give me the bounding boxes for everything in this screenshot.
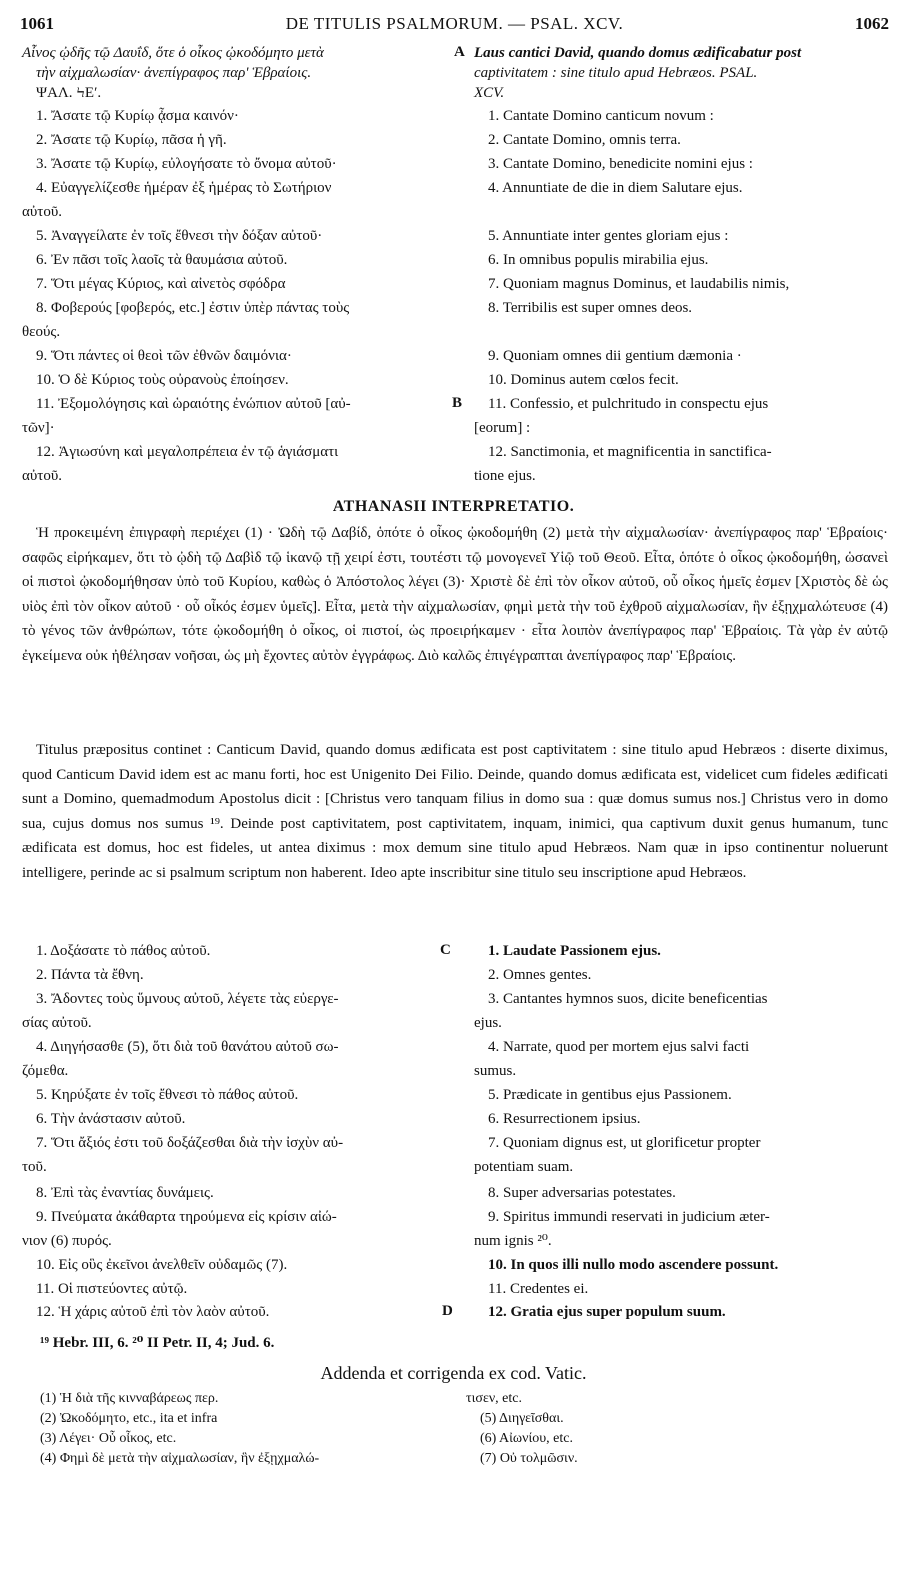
- addenda-note: (6) Αἰωνίου, etc.: [480, 1431, 573, 1446]
- latin-verse: 10. In quos illi nullo modo ascendere possunt.: [488, 1257, 779, 1273]
- latin-verse: 9. Quoniam omnes dii gentium dæmonia ·: [488, 348, 742, 364]
- greek-verse: 5. Κηρύξατε ἐν τοῖς ἔθνεσι τὸ πάθος αὐτοῦ.: [36, 1087, 299, 1103]
- greek-commentary: [22, 521, 888, 733]
- addenda-note: (4) Φημὶ δὲ μετὰ τὴν αἰχμαλωσίαν, ἣν ἐξῃχμαλώ-: [40, 1451, 320, 1466]
- page-number-right: 1062: [855, 14, 889, 33]
- latin-verse-cont: tione ejus.: [474, 468, 536, 484]
- greek-verse: 12. Ἡ χάρις αὐτοῦ ἐπὶ τὸν λαὸν αὐτοῦ.: [36, 1304, 270, 1320]
- greek-verse-cont: θεούς.: [22, 324, 61, 340]
- addenda-note: (1) Ἡ διὰ τῆς κινναβάρεως περ.: [40, 1391, 219, 1406]
- latin-title-line: captivitatem : sine titulo apud Hebræos. PSAL.: [474, 65, 758, 81]
- latin-verse-cont: num ignis ²⁰.: [474, 1233, 552, 1249]
- greek-verse: 7. Ὅτι ἄξιός ἐστι τοῦ δοξάζεσθαι διὰ τὴν ἰσχὺν αὐ-: [36, 1135, 344, 1151]
- addenda-note: (2) Ὠκοδόμητο, etc., ita et infra: [40, 1411, 218, 1426]
- greek-verse: 6. Ἐν πᾶσι τοῖς λαοῖς τὰ θαυμάσια αὐτοῦ.: [36, 252, 288, 268]
- greek-verse: 1. Δοξάσατε τὸ πάθος αὐτοῦ.: [36, 943, 211, 959]
- latin-verse-cont: potentiam suam.: [474, 1159, 574, 1175]
- latin-verse: 4. Annuntiate de die in diem Salutare ejus.: [488, 180, 743, 196]
- greek-verse-cont: νιον (6) πυρός.: [22, 1233, 112, 1249]
- section-title: ATHANASII INTERPRETATIO.: [332, 498, 575, 515]
- greek-verse-cont: ζόμεθα.: [22, 1063, 69, 1079]
- latin-verse: 6. Resurrectionem ipsius.: [488, 1111, 641, 1127]
- greek-verse: 9. Ὅτι πάντες οἱ θεοὶ τῶν ἐθνῶν δαιμόνια·: [36, 348, 292, 364]
- latin-verse: 10. Dominus autem cœlos fecit.: [488, 372, 679, 388]
- margin-mark-b: B: [452, 395, 463, 411]
- latin-verse: 7. Quoniam dignus est, ut glorificetur propter: [488, 1135, 761, 1151]
- margin-mark-c: C: [440, 942, 451, 958]
- footnotes: ¹⁹ Hebr. III, 6. ²⁰ II Petr. II, 4; Jud. 6.: [40, 1335, 275, 1351]
- latin-verse: 12. Gratia ejus super populum suum.: [488, 1304, 726, 1320]
- greek-verse: 11. Οἱ πιστεύοντες αὐτῷ.: [36, 1281, 188, 1297]
- page-number-left: 1061: [20, 14, 54, 33]
- greek-verse-cont: τῶν]·: [22, 420, 55, 436]
- latin-verse: 3. Cantate Domino, benedicite nomini ejus :: [488, 156, 753, 172]
- greek-verse: 10. Ὁ δὲ Κύριος τοὺς οὐρανοὺς ἐποίησεν.: [36, 372, 289, 388]
- greek-verse-cont: αὐτοῦ.: [22, 204, 62, 220]
- greek-verse-cont: αὐτοῦ.: [22, 468, 62, 484]
- latin-verse: 1. Laudate Passionem ejus.: [488, 943, 661, 959]
- running-title: DE TITULIS PSALMORUM. — PSAL. XCV.: [285, 14, 624, 33]
- addenda-note: (3) Λέγει· Οὗ οἶκος, etc.: [40, 1431, 177, 1446]
- greek-verse-cont: σίας αὐτοῦ.: [22, 1015, 92, 1031]
- latin-verse: 5. Annuntiate inter gentes gloriam ejus :: [488, 228, 729, 244]
- greek-verse: 11. Ἐξομολόγησις καὶ ὡραιότης ἐνώπιον αὐτοῦ [αὐ-: [36, 396, 351, 412]
- latin-verse: 6. In omnibus populis mirabilia ejus.: [488, 252, 709, 268]
- latin-verse: 11. Credentes ei.: [488, 1281, 589, 1297]
- latin-verse-cont: sumus.: [474, 1063, 517, 1079]
- greek-verse: 1. Ἄσατε τῷ Κυρίῳ ᾆσμα καινόν·: [36, 108, 239, 124]
- latin-verse: 2. Cantate Domino, omnis terra.: [488, 132, 681, 148]
- greek-verse: 4. Διηγήσασθε (5), ὅτι διὰ τοῦ θανάτου αὐτοῦ σω-: [36, 1039, 339, 1055]
- running-head: [20, 14, 889, 40]
- latin-verse: 5. Prædicate in gentibus ejus Passionem.: [488, 1087, 732, 1103]
- greek-verse: 10. Εἰς οὓς ἐκεῖνοι ἀνελθεῖν οὐδαμῶς (7).: [36, 1257, 288, 1273]
- latin-verse: 9. Spiritus immundi reservati in judicium æter-: [488, 1209, 770, 1225]
- greek-verse: 2. Ἄσατε τῷ Κυρίῳ, πᾶσα ἡ γῆ.: [36, 132, 227, 148]
- latin-commentary: [22, 738, 888, 940]
- greek-commentary-text: Ἡ προκειμένη ἐπιγραφὴ περιέχει (1) · Ὠδὴ τῷ Δαβίδ, ὁπότε ὁ οἶκος ᾠκοδομήθη (2) μετὰ τὴν αἰχμαλωσίαν· ἀνεπίγραφος παρ' Ἑβραίοις· σαφῶς εἰρήκαμεν, ὅτι τὸ ᾠδὴ τῷ Δαβὶδ τῷ ἱκανῷ τῇ χειρί ἐστι, τουτέστι τῷ μονογενεῖ Υἱῷ τοῦ Θεοῦ. Εἶτα, ὁπότε ὁ οἶκος ᾠκοδομήθη, ὡσανεὶ οἱ πιστοὶ ᾠκοδομήθησαν ὑπὸ τοῦ Κυρίου, καθὼς ὁ Ἀπόστολος λέγει (3)· Χριστὲ δὲ ἐπὶ τὸν οἶκον αὐτοῦ, οὗ οἶκος ἡμεῖς ἐσμεν [Χριστὸς δὲ ὡς υἱὸς ἐπὶ τὸν οἶκον αὐτοῦ · οὗ οἶκός ἐσμεν ὑμεῖς]. Εἶτα, μετὰ τὴν αἰχμαλωσίαν, φημὶ μετὰ τὴν τοῦ ἐχθροῦ αἰχμαλωσίαν, ἣν ἐξῃχμαλώτευσε (4) τὸ γένος τῶν ἀνθρώπων, τότε ᾠκοδομήθη ὁ οἶκος, οἱ πιστοί, ὡς προειρήκαμεν · εἶτα λοιπὸν ἀνεπίγραφος παρ' Ἑβραίοις. Τὰ γὰρ ἐν αὐτῷ ἐγκείμενα οὐκ ἠθέλησαν νοῆσαι, ὡς μὴ ἔχοντες αὐτὸν ἐγγράφως. Διὸ καλῶς ἐπιγέγραπται ἀνεπίγραφος παρ' Ἑβραίοις.: [22, 525, 888, 664]
- greek-verse: 9. Πνεύματα ἀκάθαρτα τηρούμενα εἰς κρίσιν αἰώ-: [36, 1209, 337, 1225]
- greek-verse: 12. Ἁγιωσύνη καὶ μεγαλοπρέπεια ἐν τῷ ἁγιάσματι: [36, 444, 339, 460]
- greek-verse: 4. Εὐαγγελίζεσθε ἡμέραν ἐξ ἡμέρας τὸ Σωτήριον: [36, 180, 332, 196]
- latin-verse: 8. Super adversarias potestates.: [488, 1185, 676, 1201]
- latin-verse: 12. Sanctimonia, et magnificentia in sanctifica-: [488, 444, 772, 460]
- greek-verse: 2. Πάντα τὰ ἔθνη.: [36, 967, 144, 983]
- addenda-note: (5) Διηγεῖσθαι.: [480, 1411, 564, 1426]
- greek-title-line: Αἶνος ᾠδῆς τῷ Δαυΐδ, ὅτε ὁ οἶκος ᾠκοδόμητο μετὰ: [22, 45, 324, 61]
- margin-mark-a: A: [454, 44, 465, 60]
- latin-verse-cont: ejus.: [474, 1015, 502, 1031]
- greek-verse: 3. Ἄσατε τῷ Κυρίῳ, εὐλογήσατε τὸ ὄνομα αὐτοῦ·: [36, 156, 337, 172]
- greek-verse: 7. Ὅτι μέγας Κύριος, καὶ αἰνετὸς σφόδρα: [36, 276, 286, 292]
- greek-title-line: τὴν αἰχμαλωσίαν· ἀνεπίγραφος παρ' Ἑβραίοις.: [36, 65, 312, 81]
- latin-verse-cont: [eorum] :: [474, 420, 531, 436]
- latin-verse: 11. Confessio, et pulchritudo in conspectu ejus: [488, 396, 769, 412]
- addenda-title: Addenda et corrigenda ex cod. Vatic.: [320, 1363, 587, 1383]
- greek-verse: 6. Τὴν ἀνάστασιν αὐτοῦ.: [36, 1111, 186, 1127]
- margin-mark-d: D: [442, 1303, 453, 1319]
- greek-verse: 8. Ἐπὶ τὰς ἐναντίας δυνάμεις.: [36, 1185, 214, 1201]
- greek-verse: 8. Φοβερούς [φοβερός, etc.] ἐστιν ὑπὲρ πάντας τοὺς: [36, 300, 350, 316]
- greek-verse: 5. Ἀναγγείλατε ἐν τοῖς ἔθνεσι τὴν δόξαν αὐτοῦ·: [36, 228, 323, 244]
- greek-verse-cont: τοῦ.: [22, 1159, 47, 1175]
- latin-verse: 1. Cantate Domino canticum novum :: [488, 108, 714, 124]
- latin-title-line: Laus cantici David, quando domus ædificabatur post: [474, 45, 802, 61]
- greek-verse: 3. Ἄδοντες τοὺς ὕμνους αὐτοῦ, λέγετε τὰς εὐεργε-: [36, 991, 339, 1007]
- greek-psalm-number: ΨΑΛ. ϞΕʹ.: [36, 85, 102, 101]
- latin-commentary-text: Titulus præpositus continet : Canticum David, quando domus ædificata est post captivitatem : sine titulo apud Hebræos : diserte diximus, quod Canticum David idem est ac manu forti, hoc est Unigenito Dei Filio. Deinde, quando domus ædificata est, videlicet cum fideles ædificati sunt a Domino, quemadmodum Apostolus dicit : [Christus vero tanquam filius in domo sua : quæ domus sumus nos.] Christus vero in domo sua, cujus domus nos sumus ¹⁹. Deinde post captivitatem, post captivitatem, inquam, inimici, qua captivum duxit genus humanum, tunc ædificata est domus, hoc est fideles, ut antea diximus : mox demum sine titulo apud Hebræos. Nam quæ in ipso continentur noluerunt intelligere, perinde ac si psalmum scriptum non haberent. Ideo apte inscribitur sine titulo seu inscriptione apud Hebræos.: [22, 742, 888, 881]
- latin-verse: 7. Quoniam magnus Dominus, et laudabilis nimis,: [488, 276, 790, 292]
- addenda-note: τισεν, etc.: [466, 1391, 522, 1406]
- latin-verse: 8. Terribilis est super omnes deos.: [488, 300, 693, 316]
- addenda-note: (7) Οὐ τολμῶσιν.: [480, 1451, 578, 1466]
- latin-verse: 3. Cantantes hymnos suos, dicite beneficentias: [488, 991, 768, 1007]
- latin-verse: 2. Omnes gentes.: [488, 967, 592, 983]
- latin-psalm-number: XCV.: [474, 85, 505, 101]
- latin-verse: 4. Narrate, quod per mortem ejus salvi facti: [488, 1039, 750, 1055]
